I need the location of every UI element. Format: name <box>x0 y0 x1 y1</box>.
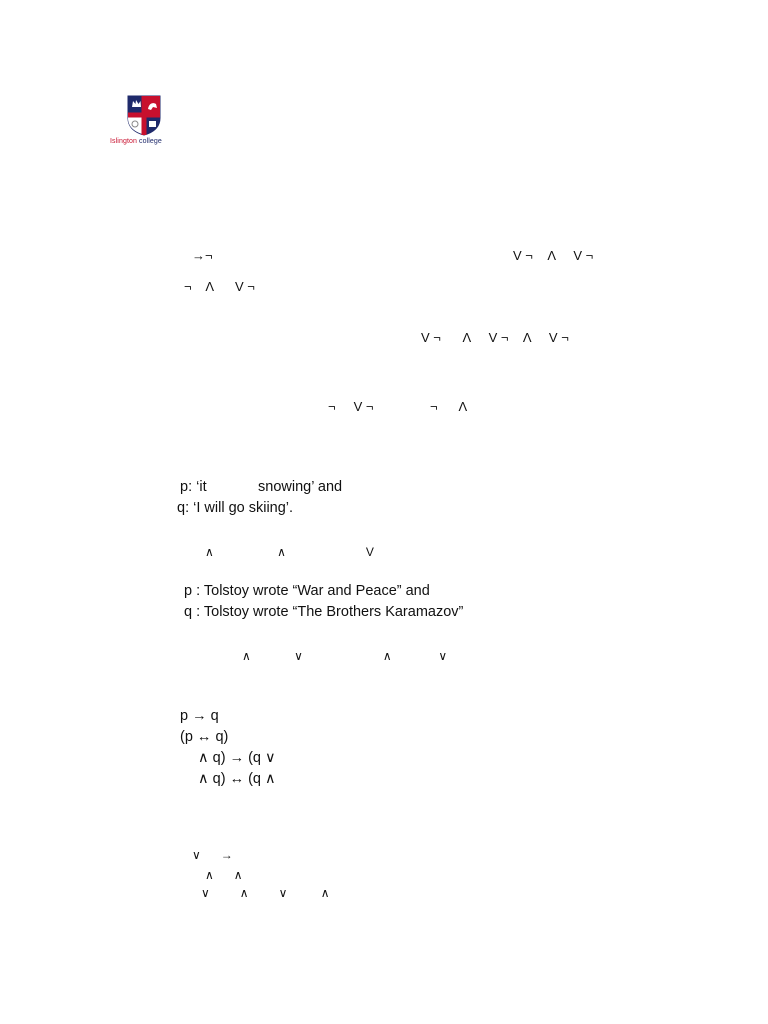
expr-line-4b: ¬ Λ <box>430 399 468 414</box>
expr-line-5: ∧ ∧ V <box>205 545 374 559</box>
expr-line-4a: ¬ V ¬ <box>328 399 374 414</box>
formula-4: ∧ q) ↔ (q ∧ <box>198 771 276 787</box>
formula-1: p → q <box>180 708 219 724</box>
expr-line-6: ∧ ∨ ∧ ∨ <box>242 649 448 663</box>
proposition-q: q: ‘I will go skiing’. <box>177 500 294 516</box>
logo-wordmark: Islington college <box>110 138 162 145</box>
expr-line-2: ¬ Λ V ¬ <box>184 279 255 294</box>
expr-line-1a: →¬ <box>192 248 213 263</box>
college-logo <box>110 94 174 150</box>
shield-icon <box>126 94 162 136</box>
expr-line-3: V ¬ Λ V ¬ Λ V ¬ <box>421 330 569 345</box>
expr-line-8: ∧ ∧ <box>205 868 243 882</box>
proposition-p: p: ‘it <box>180 479 207 495</box>
expr-line-1b: V ¬ Λ V ¬ <box>513 248 594 263</box>
formula-2: (p ↔ q) <box>180 729 229 745</box>
expr-line-9: ∨ ∧ ∨ ∧ <box>201 886 330 900</box>
expr-line-7: ∨ → <box>192 848 233 862</box>
formula-3: ∧ q) → (q ∨ <box>198 750 276 766</box>
tolstoy-q: q : Tolstoy wrote “The Brothers Karamazov” <box>184 604 464 620</box>
proposition-p-cont: snowing’ and <box>258 479 343 495</box>
tolstoy-p: p : Tolstoy wrote “War and Peace” and <box>184 583 430 599</box>
